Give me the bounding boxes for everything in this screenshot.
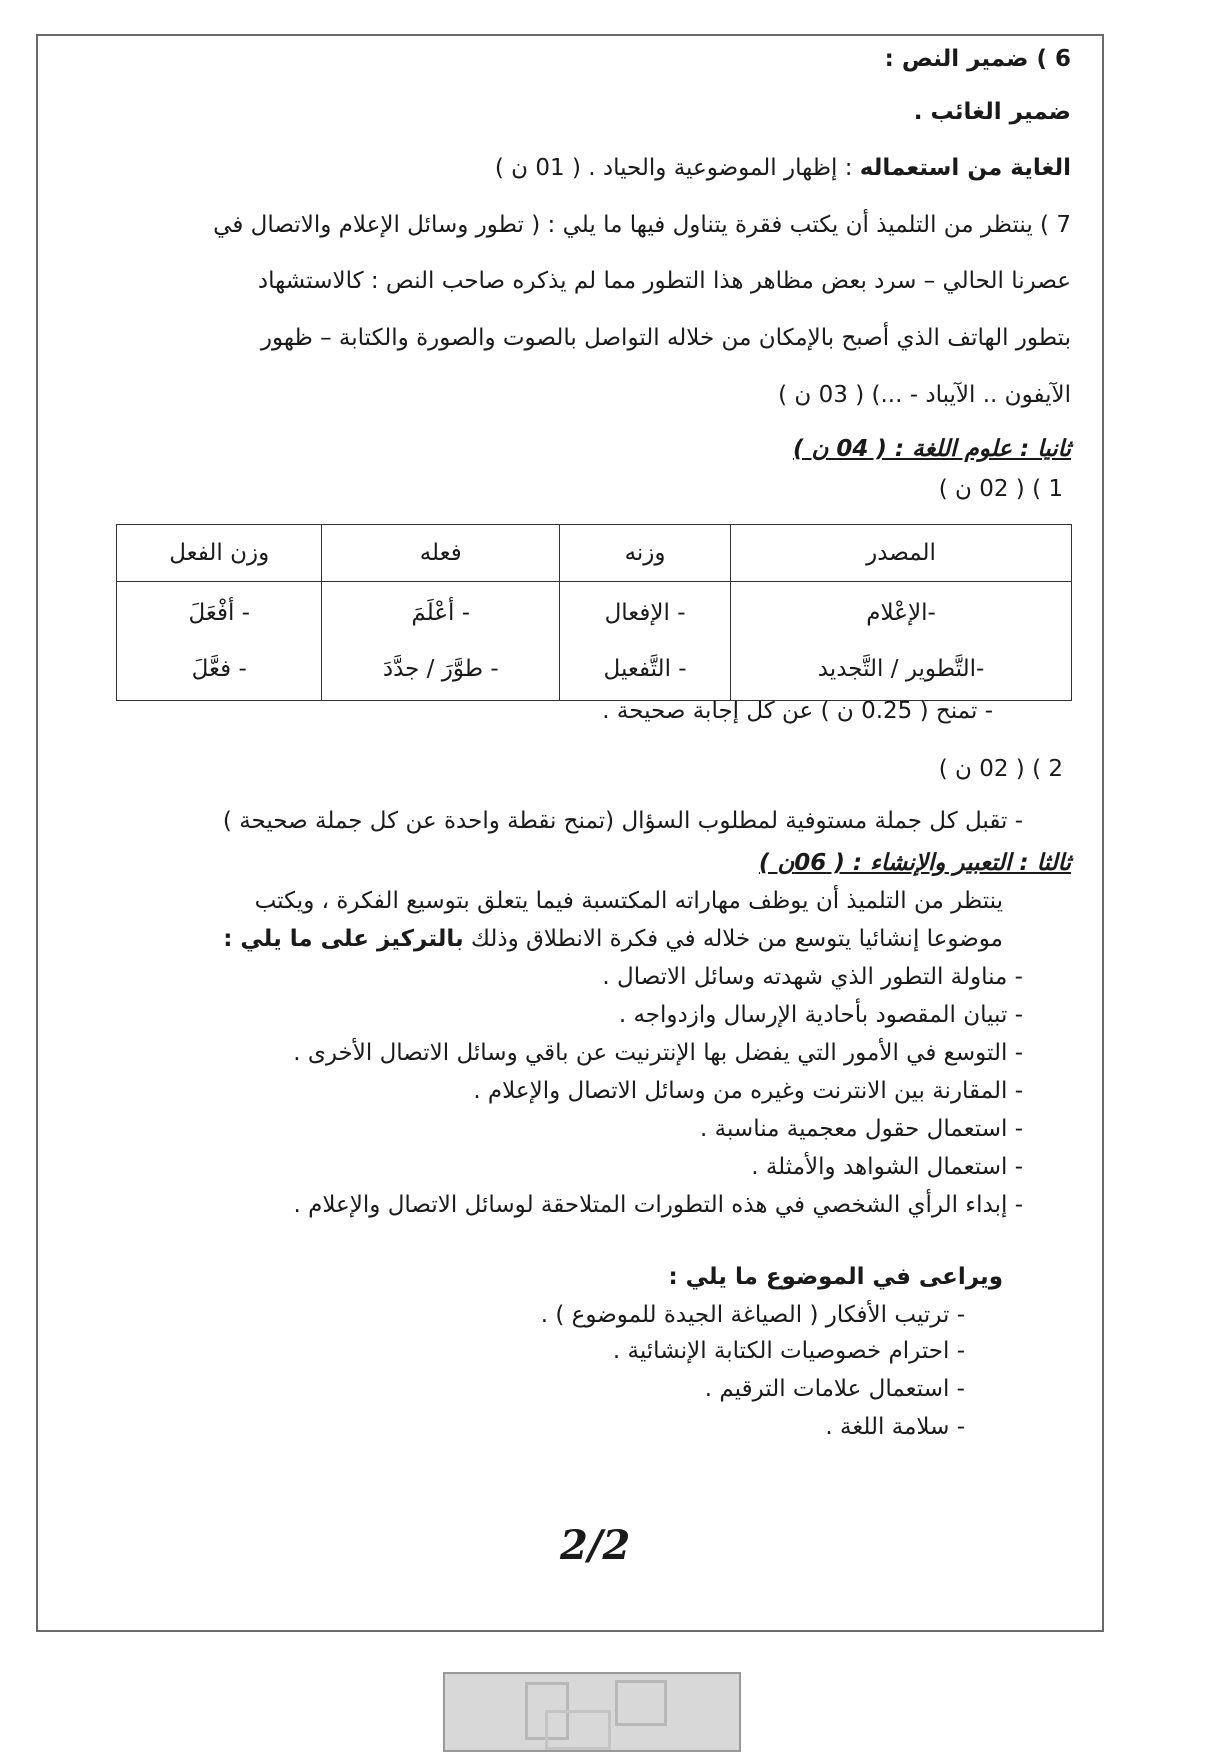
table-header-cell: فعله	[322, 525, 560, 582]
section2-item2-note: - تقبل كل جملة مستوفية لمطلوب السؤال (تمنح نقطة واحدة عن كل جملة صحيحة )	[222, 808, 1023, 834]
table-cell-line: - أفْعَلَ	[188, 600, 250, 626]
table-header-cell: وزنه	[560, 525, 731, 582]
table-row	[117, 582, 1072, 701]
table-header-cell: وزن الفعل	[117, 525, 322, 582]
section2-item2: 2 ) ( 02 ن )	[938, 756, 1063, 782]
section3-intro-2	[223, 926, 1003, 952]
logo-shape	[615, 1680, 667, 1726]
section2-note: - تمنح ( 0.25 ن ) عن كل إجابة صحيحة .	[602, 698, 993, 724]
table-cell	[731, 582, 1072, 701]
table-cell	[322, 582, 560, 701]
watermark-logo	[443, 1672, 741, 1752]
table-cell-line: - طوَّرَ / جدَّدَ	[382, 656, 499, 682]
q7-line-4: الآيفون .. الآيباد - ...) ( 03 ن )	[778, 382, 1071, 408]
morphology-table	[116, 524, 1072, 701]
list-item: - التوسع في الأمور التي يفضل بها الإنترنيت عن باقي وسائل الاتصال الأخرى .	[293, 1040, 1023, 1066]
table-cell-line: -الإعْلام	[866, 600, 936, 626]
table-cell-line: - التَّفعيل	[603, 656, 687, 682]
q6-heading: 6 ) ضمير النص :	[884, 46, 1071, 72]
table-cell-line: - الإفعال	[604, 600, 686, 626]
table-cell-line: - أعْلَمَ	[411, 600, 471, 626]
table-cell	[117, 582, 322, 701]
page-number: 2/2	[560, 1522, 631, 1569]
q6-purpose-text: : إظهار الموضوعية والحياد . ( 01 ن )	[494, 155, 860, 181]
q6-answer: ضمير الغائب .	[913, 99, 1071, 125]
logo-shape	[545, 1710, 611, 1750]
section3-intro-2a: موضوعا إنشائيا يتوسع من خلاله في فكرة الانطلاق وذلك	[463, 926, 1003, 952]
q6-purpose-label: الغاية من استعماله	[859, 155, 1071, 181]
observe-title: ويراعى في الموضوع ما يلي :	[668, 1264, 1003, 1290]
q7-line-2: عصرنا الحالي – سرد بعض مظاهر هذا التطور مما لم يذكره صاحب النص : كالاستشهاد	[257, 268, 1071, 294]
q7-line-3: بتطور الهاتف الذي أصبح بالإمكان من خلاله التواصل بالصوت والصورة والكتابة – ظهور	[260, 325, 1071, 351]
section3-intro-2b: بالتركيز على ما يلي :	[223, 926, 464, 952]
q7-line-1: 7 ) ينتظر من التلميذ أن يكتب فقرة يتناول فيها ما يلي : ( تطور وسائل الإعلام والاتصال في	[213, 212, 1071, 238]
section3-intro-1: ينتظر من التلميذ أن يوظف مهاراته المكتسبة فيما يتعلق بتوسيع الفكرة ، ويكتب	[254, 888, 1003, 914]
section3-title: ثالثا : التعبير والإنشاء : ( 06ن )	[758, 850, 1071, 876]
table-cell	[560, 582, 731, 701]
list-item: - استعمال حقول معجمية مناسبة .	[700, 1116, 1023, 1142]
section2-title: ثانيا : علوم اللغة : ( 04 ن )	[792, 436, 1071, 462]
list-item: - استعمال علامات الترقيم .	[704, 1376, 965, 1402]
list-item: - ترتيب الأفكار ( الصياغة الجيدة للموضوع ) .	[540, 1302, 965, 1328]
list-item: - استعمال الشواهد والأمثلة .	[751, 1154, 1023, 1180]
table-cell-line: -التَّطوير / التَّجديد	[817, 656, 985, 682]
table-cell-line: - فعَّلَ	[191, 656, 247, 682]
list-item: - إبداء الرأي الشخصي في هذه التطورات المتلاحقة لوسائل الاتصال والإعلام .	[293, 1192, 1023, 1218]
q6-purpose	[495, 155, 1071, 181]
section2-item1: 1 ) ( 02 ن )	[938, 476, 1063, 502]
list-item: - المقارنة بين الانترنت وغيره من وسائل الاتصال والإعلام .	[473, 1078, 1023, 1104]
table-header-row	[117, 525, 1072, 582]
list-item: - تبيان المقصود بأحادية الإرسال وازدواجه .	[618, 1002, 1023, 1028]
list-item: - سلامة اللغة .	[825, 1414, 965, 1440]
list-item: - مناولة التطور الذي شهدته وسائل الاتصال .	[602, 964, 1023, 990]
table-header-cell: المصدر	[731, 525, 1072, 582]
list-item: - احترام خصوصيات الكتابة الإنشائية .	[612, 1338, 965, 1364]
